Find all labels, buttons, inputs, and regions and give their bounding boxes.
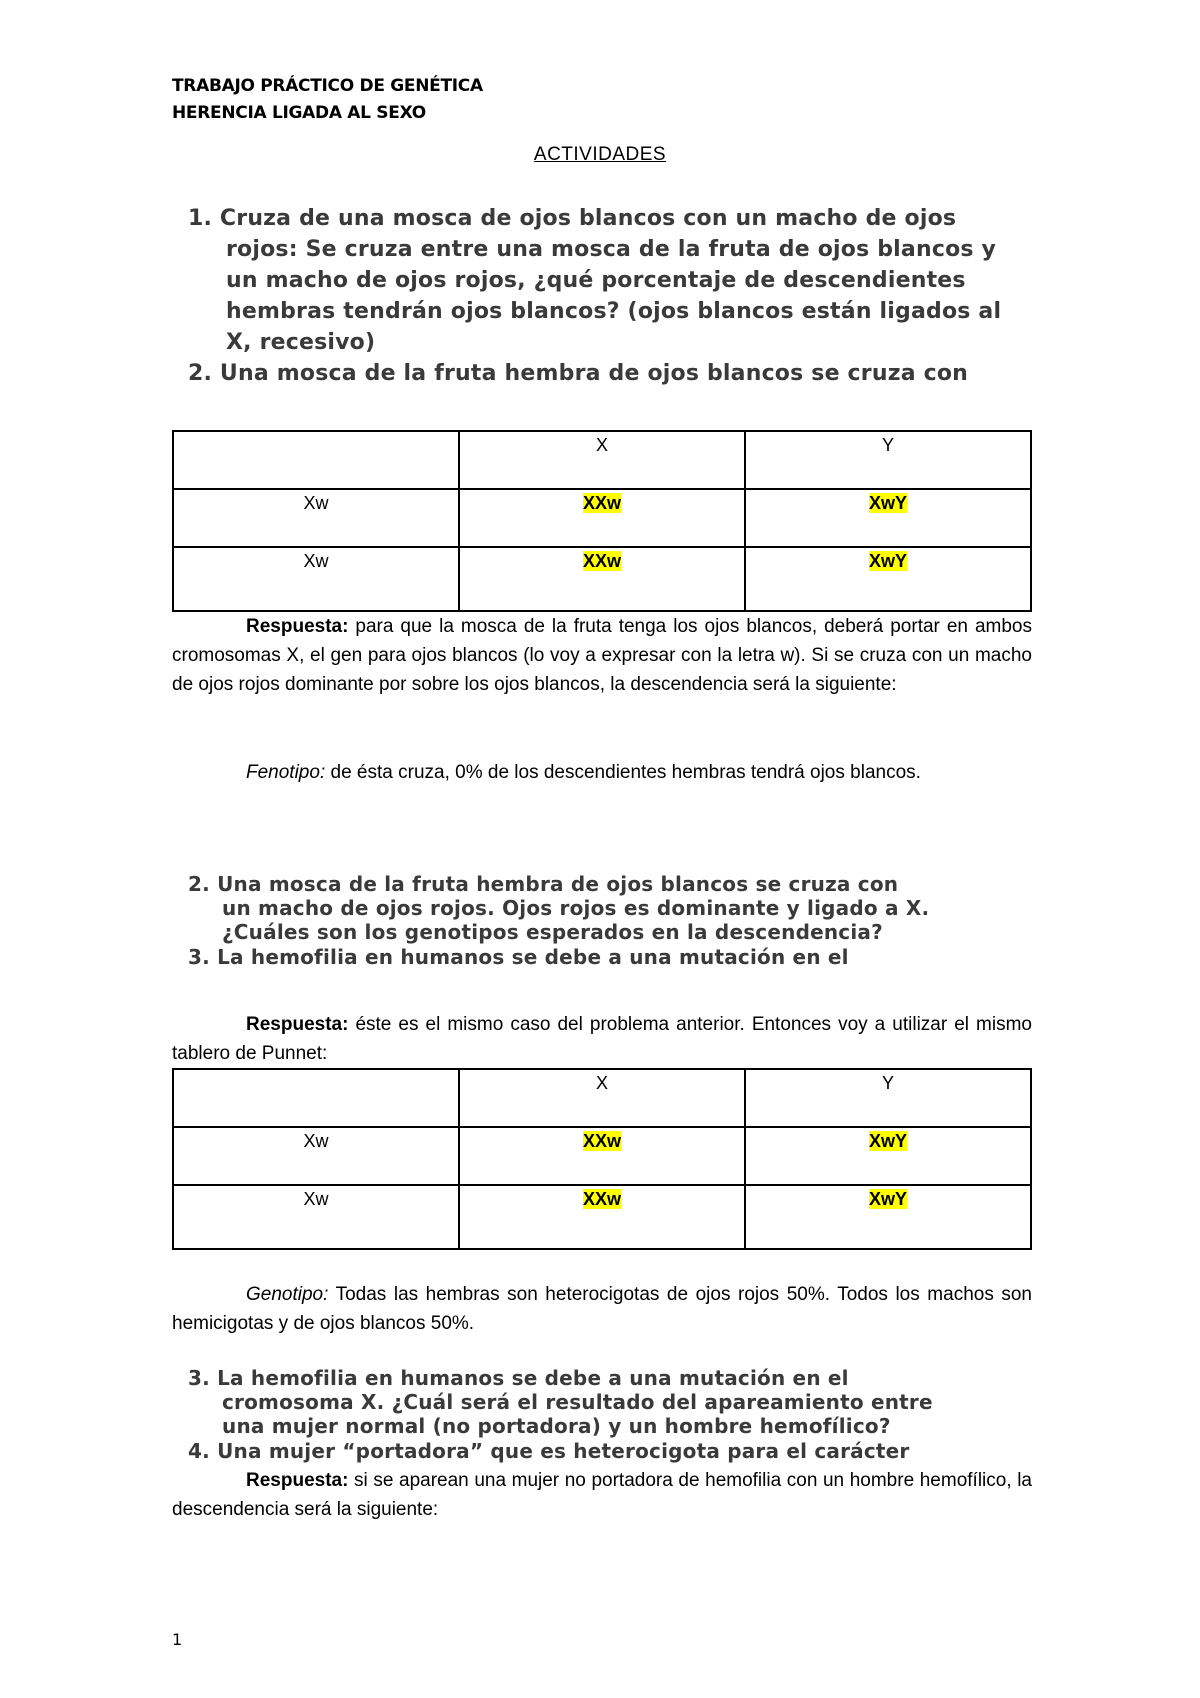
table-cell: [745, 547, 1031, 611]
row-header: Xw: [173, 489, 459, 547]
question-image-2: [188, 872, 1058, 982]
answer-1-paragraph: [172, 612, 1032, 699]
phenotype-text: de ésta cruza, 0% de los descendientes hembras tendrá ojos blancos.: [325, 762, 921, 783]
question-1-line: 1. Cruza de una mosca de ojos blancos con un macho de ojos: [188, 206, 957, 231]
genotype-2-paragraph: [172, 1280, 1032, 1338]
column-header-x: X: [459, 1069, 745, 1127]
table-cell: [459, 1127, 745, 1185]
question-1-line: hembras tendrán ojos blancos? (ojos blancos están ligados al: [226, 299, 1002, 324]
question-4-line: 4. Una mujer “portadora” que es heterocigota para el carácter: [188, 1439, 910, 1463]
question-2-line: 2. Una mosca de la fruta hembra de ojos blancos se cruza con: [188, 872, 899, 896]
table-cell: [459, 547, 745, 611]
row-header: Xw: [173, 1127, 459, 1185]
question-2-line: 2. Una mosca de la fruta hembra de ojos blancos se cruza con: [188, 361, 969, 386]
answer-label: Respuesta:: [246, 616, 349, 637]
question-image-3: [188, 1366, 1058, 1476]
genotype-label: Genotipo:: [246, 1284, 329, 1305]
answer-text: si se aparean una mujer no portadora de hemofilia con un hombre hemofílico, la descendencia será la siguiente:: [172, 1470, 1032, 1520]
answer-3-paragraph: [172, 1466, 1032, 1524]
punnett-table-1: [172, 430, 1032, 612]
document-header-title: TRABAJO PRÁCTICO DE GENÉTICA: [172, 76, 483, 96]
activities-title: ACTIVIDADES: [533, 144, 667, 165]
question-1-line: X, recesivo): [226, 330, 376, 355]
answer-2-paragraph: [172, 1010, 1032, 1068]
question-3-line: 3. La hemofilia en humanos se debe a una mutación en el: [188, 1366, 849, 1390]
answer-label: Respuesta:: [246, 1014, 349, 1035]
genotype-value: XwY: [868, 493, 907, 513]
genotype-text: Todas las hembras son heterocigotas de ojos rojos 50%. Todos los machos son hemicigotas y de ojos blancos 50%.: [172, 1284, 1032, 1334]
row-header: Xw: [173, 547, 459, 611]
column-header-x: X: [459, 431, 745, 489]
table-corner-cell: [173, 431, 459, 489]
table-cell: [745, 489, 1031, 547]
question-3-line: una mujer normal (no portadora) y un hombre hemofílico?: [222, 1414, 891, 1438]
table-cell: [745, 1185, 1031, 1249]
answer-text: para que la mosca de la fruta tenga los ojos blancos, deberá portar en ambos cromosomas X, el gen para ojos blancos (lo voy a expresar con la letra w). Si se cruza con un macho de ojos rojos dominante por sobre los ojos blancos, la descendencia será la siguiente:: [172, 616, 1032, 695]
document-header-subtitle: HERENCIA LIGADA AL SEXO: [172, 103, 426, 123]
phenotype-1-paragraph: [172, 758, 1032, 787]
question-image-1: [188, 206, 1058, 406]
question-1-line: rojos: Se cruza entre una mosca de la fruta de ojos blancos y: [226, 237, 997, 262]
genotype-value: XwY: [868, 551, 907, 571]
column-header-y: Y: [745, 431, 1031, 489]
phenotype-label: Fenotipo:: [246, 762, 326, 783]
genotype-value: XXw: [582, 1131, 621, 1151]
question-2-line: ¿Cuáles son los genotipos esperados en la descendencia?: [222, 920, 883, 944]
punnett-table-2: [172, 1068, 1032, 1250]
genotype-value: XXw: [582, 493, 621, 513]
table-cell: [459, 1185, 745, 1249]
table-cell: [745, 1127, 1031, 1185]
genotype-value: XXw: [582, 1189, 621, 1209]
table-cell: [459, 489, 745, 547]
question-3-line: 3. La hemofilia en humanos se debe a una mutación en el: [188, 945, 849, 969]
row-header: Xw: [173, 1185, 459, 1249]
genotype-value: XXw: [582, 551, 621, 571]
answer-label: Respuesta:: [246, 1470, 349, 1491]
question-2-line: un macho de ojos rojos. Ojos rojos es dominante y ligado a X.: [222, 896, 930, 920]
genotype-value: XwY: [868, 1189, 907, 1209]
column-header-y: Y: [745, 1069, 1031, 1127]
page-number: 1: [172, 1630, 183, 1649]
question-1-line: un macho de ojos rojos, ¿qué porcentaje de descendientes: [226, 268, 966, 293]
genotype-value: XwY: [868, 1131, 907, 1151]
question-3-line: cromosoma X. ¿Cuál será el resultado del apareamiento entre: [222, 1390, 933, 1414]
table-corner-cell: [173, 1069, 459, 1127]
answer-text: éste es el mismo caso del problema anterior. Entonces voy a utilizar el mismo tablero de Punnet:: [172, 1014, 1032, 1064]
